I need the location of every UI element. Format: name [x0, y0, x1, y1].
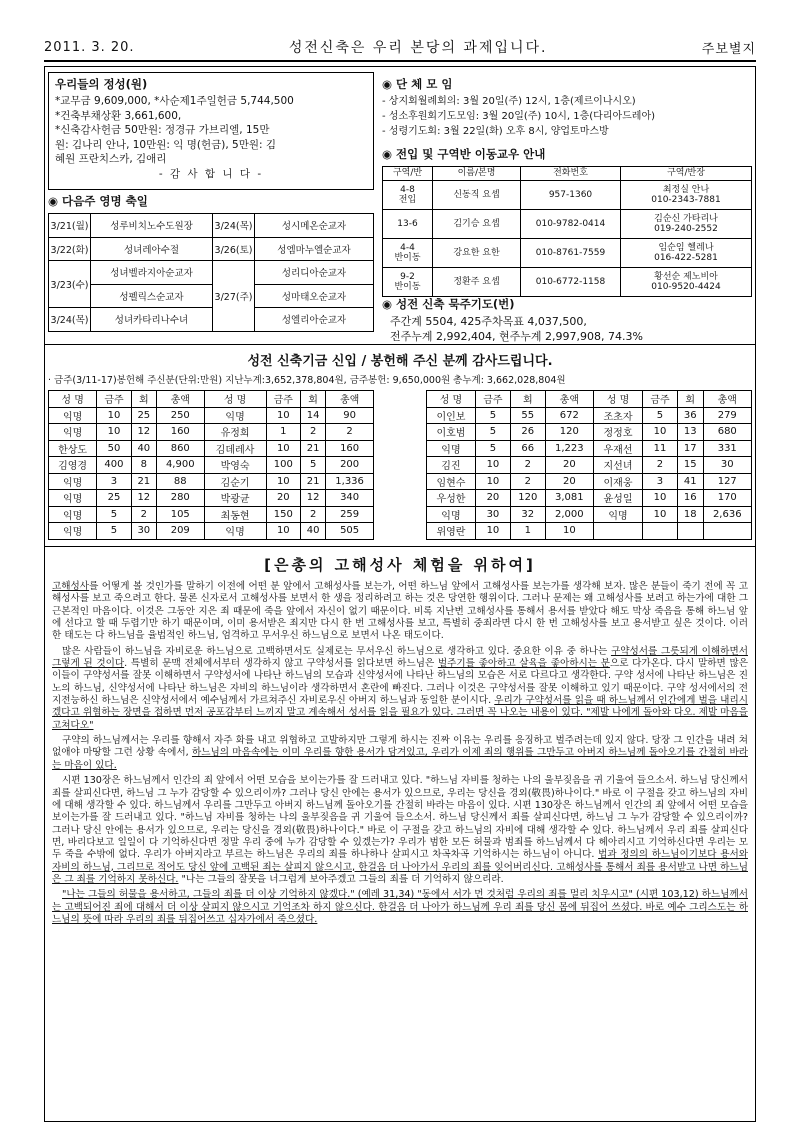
- table-row: [49, 237, 374, 261]
- essay-title: [은총의 고해성사 체험을 위하여]: [264, 556, 536, 574]
- donor-value: 5: [301, 457, 326, 474]
- donor-value: 25: [97, 490, 132, 507]
- feast-date: 3/27(주): [213, 261, 255, 332]
- table-row: [49, 440, 374, 457]
- table-row: [383, 181, 752, 210]
- leader-line: 임순임 헬레나: [658, 242, 714, 253]
- donor-name: 김진: [427, 457, 476, 474]
- bullet-icon: ◉: [382, 147, 393, 161]
- leader-cell: [621, 181, 752, 210]
- zone-line: 13-6: [397, 218, 418, 229]
- column-header: 회: [301, 391, 326, 408]
- groups-section: [382, 76, 752, 139]
- feast-saint: 성마태오순교자: [255, 284, 374, 308]
- underlined-text: 법과 정의의 하느님이기보다 용서와 자비의 하느님, 그리므로 적어도 당신 앞에 고백된 죄는 살피지 않으시고, 한걸음 더 나아가서 우리의 죄를 잊어버리신다. 고해성사를 통해서 죄를 용서받고 나면 하느님은 그 죄를 기억하지 못하신다.: [52, 849, 748, 885]
- donor-value: 5: [475, 424, 510, 441]
- bulletin-date: 2011. 3. 20.: [44, 39, 135, 55]
- zone-cell: [383, 239, 433, 268]
- donor-name: [594, 523, 643, 540]
- donor-value: 17: [677, 440, 703, 457]
- column-header: 총액: [326, 391, 374, 408]
- name-cell: 신동직 요셉: [433, 181, 521, 210]
- column-header: 성 명: [594, 391, 643, 408]
- bullet-icon: ◉: [382, 77, 393, 91]
- donor-value: 30: [703, 457, 751, 474]
- donor-name: 익명: [204, 407, 266, 424]
- donor-value: 1: [510, 523, 545, 540]
- zone-cell: [383, 268, 433, 297]
- donor-value: 672: [545, 407, 593, 424]
- feast-section: [48, 193, 374, 332]
- zone-line: 4-8: [400, 184, 415, 195]
- table-row: [49, 506, 374, 523]
- column-header: 금주: [97, 391, 132, 408]
- table-row: [49, 490, 374, 507]
- donor-value: 8: [131, 457, 156, 474]
- donor-value: [642, 523, 677, 540]
- donor-value: 10: [97, 424, 132, 441]
- donor-value: 3,081: [545, 490, 593, 507]
- table-row: [383, 268, 752, 297]
- leader-line: 016-422-5281: [654, 253, 718, 263]
- column-header: 성 명: [204, 391, 266, 408]
- table-row: [49, 457, 374, 474]
- table-row: [49, 214, 374, 238]
- donor-value: 26: [510, 424, 545, 441]
- donor-value: 10: [475, 473, 510, 490]
- donor-value: 10: [266, 473, 301, 490]
- donor-value: 66: [510, 440, 545, 457]
- feast-title: 다음주 영명 축일: [62, 194, 148, 208]
- donor-name: 익명: [49, 490, 97, 507]
- leader-line: 황선순 제노비아: [654, 271, 718, 282]
- rosary-total: 전주누계 2,992,404, 현주누계 2,997,908, 74.3%: [390, 330, 643, 343]
- feast-saint: 성엠마누엘순교자: [255, 237, 374, 261]
- donor-value: 15: [677, 457, 703, 474]
- table-row: [49, 473, 374, 490]
- bullet-icon: ◉: [48, 194, 59, 208]
- donor-value: 680: [703, 424, 751, 441]
- feast-saint: 성엘리아순교자: [255, 308, 374, 332]
- moves-section: [382, 146, 752, 297]
- donor-name: 김영경: [49, 457, 97, 474]
- zone-line: 반이동: [394, 282, 421, 292]
- column-header: 성 명: [49, 391, 97, 408]
- underlined-text: 구약성서를 그릇되게 이해하면서 그렇게 된 것이다: [52, 645, 748, 670]
- donor-value: 1,336: [326, 473, 374, 490]
- essay-section: [52, 554, 748, 929]
- donor-name: 익명: [204, 523, 266, 540]
- essay-paragraph: [52, 775, 748, 886]
- donor-name: 윤성일: [594, 490, 643, 507]
- column-header: 금주: [475, 391, 510, 408]
- text-run: "나는 그들의 잘못을 너그럽게 보아주겠고 그들의 죄를 더 기억하지 않으리라.: [178, 873, 504, 885]
- donors-table-right: [426, 390, 752, 540]
- donor-name: 위영란: [427, 523, 476, 540]
- zone-cell: [383, 181, 433, 210]
- donor-value: 25: [131, 407, 156, 424]
- essay-paragraph: [52, 646, 748, 732]
- offerings-thanks: - 감 사 합 니 다 -: [158, 167, 264, 180]
- donors-summary: · 금주(3/11-17)봉헌해 주신분(단위:만원) 지난누계:3,652,378,804원, 금주봉헌: 9,650,000원 총누계: 3,662,028,804원: [48, 375, 566, 386]
- donor-name: 익명: [49, 424, 97, 441]
- text-run: 많은 사람들이 하느님을 자비로운 하느님으로 고백하면서도 실제로는 무서우신 하느님으로 생각하고 있다. 중요한 이유 중 하나는: [62, 645, 611, 657]
- donor-value: [677, 523, 703, 540]
- table-row: [427, 407, 752, 424]
- donor-value: 55: [510, 407, 545, 424]
- donor-name: 익명: [427, 440, 476, 457]
- donor-name: 이호범: [427, 424, 476, 441]
- offerings-title: 우리들의 정성(원): [55, 77, 148, 91]
- donor-name: 익명: [49, 506, 97, 523]
- donor-value: 18: [677, 506, 703, 523]
- underlined-text: 고해성사: [52, 581, 90, 592]
- donor-value: 12: [131, 490, 156, 507]
- page-header: [44, 36, 756, 58]
- table-row: [49, 284, 374, 308]
- donor-value: 100: [266, 457, 301, 474]
- donor-value: 14: [301, 407, 326, 424]
- bulletin-tag: 주보별지: [701, 41, 756, 57]
- donor-value: 170: [703, 490, 751, 507]
- feast-saint: 성리디아순교자: [255, 261, 374, 285]
- table-row: [427, 440, 752, 457]
- leader-line: 최정실 안나: [662, 184, 710, 195]
- donor-value: 2: [301, 506, 326, 523]
- donor-value: 279: [703, 407, 751, 424]
- table-row: [427, 490, 752, 507]
- donor-value: 10: [475, 523, 510, 540]
- donor-name: 이인보: [427, 407, 476, 424]
- donor-name: 박영숙: [204, 457, 266, 474]
- section-divider: [44, 344, 756, 345]
- column-header: 회: [510, 391, 545, 408]
- donor-value: 5: [475, 440, 510, 457]
- donor-value: 21: [131, 473, 156, 490]
- feast-date: 3/21(월): [49, 214, 91, 238]
- donor-value: 340: [326, 490, 374, 507]
- donor-name: 익명: [49, 523, 97, 540]
- table-row: [49, 523, 374, 540]
- donors-section: [48, 350, 752, 540]
- phone-cell: 957-1360: [521, 181, 621, 210]
- donor-value: 331: [703, 440, 751, 457]
- feast-saint: 성펠릭스순교자: [91, 284, 213, 308]
- donor-value: 40: [131, 440, 156, 457]
- donor-value: 36: [677, 407, 703, 424]
- table-header-row: [427, 391, 752, 408]
- donor-value: 200: [326, 457, 374, 474]
- moves-table: [382, 166, 752, 297]
- donor-value: 2,000: [545, 506, 593, 523]
- column-header: 총액: [156, 391, 204, 408]
- table-header-row: [49, 391, 374, 408]
- donor-value: 5: [475, 407, 510, 424]
- list-item: - 상지회월례회의: 3월 20일(주) 12시, 1층(제르이나시오): [382, 96, 636, 107]
- column-header: 전화번호: [521, 167, 621, 181]
- feast-date: 3/23(수): [49, 261, 91, 308]
- table-row: [427, 506, 752, 523]
- donor-value: 1: [266, 424, 301, 441]
- feast-date: 3/22(화): [49, 237, 91, 261]
- donor-value: 30: [475, 506, 510, 523]
- donor-value: 12: [301, 490, 326, 507]
- donor-value: 10: [642, 506, 677, 523]
- donor-value: 50: [97, 440, 132, 457]
- donor-value: 10: [545, 523, 593, 540]
- underlined-text: "나는 그들의 허물을 용서하고, 그들의 죄를 더 이상 기억하지 않겠다." (예레 31,34) "동에서 서가 먼 것처럼 우리의 죄를 멀리 치우시고" (시편 103,12) 하느님께서는 고백되어진 죄에 대해서 더 이상 살피지 않으시고 기억조차 하지 않으신다. 한걸음 더 나아가 하느님께 우리 죄를 당신 몸에 뒤집어 쓰셨다. 바로 예수 그리스도는 하느님의 뜻에 따라 우리의 죄를 뒤집어쓰고 십자가에서 죽으셨다.: [52, 889, 748, 925]
- leader-line: 김순신 가타리나: [654, 213, 718, 224]
- feast-saint: 성녀카타리나수녀: [91, 308, 213, 332]
- text-run: 시편 130장은 하느님께서 인간의 죄 앞에서 어떤 모습을 보이는가를 잘 드러내고 있다. "하느님 자비를 청하는 나의 울부짖음을 귀 기울여 들으소서. 하느님 당신께서 죄를 살피신다면, 하느님 그 누가 감당할 수 있으리이까? 그러나 당신 안에는 용서가 있으므로, 우리는 당신을 경외(敬畏)하나이다." 바로 이 구절을 갖고 하느님의 자비에 대해 생각할 수 있다. 하느님께서 우리를 그만두고 아버지 하느님께 돌아오기를 간절히 바라는 마음이 있다. 시편 130장은 하느님께서 인간의 죄 앞에서 어떤 모습을 보이는가를 잘 드러내고 있다. "하느님 자비를 청하는 나의 울부짖음을 귀 기울여 들으소서. 하느님 당신께서 죄를 살피신다면, 하느님 그 누가 감당할 수 있으리이까? 그러나 당신 안에는 용서가 있으므로, 우리는 당신을 경외(敬畏)하나이다." 바로 이 구절을 갖고 하느님의 자비에 대해 생각할 수 있다. 하느님께서 우리 죄를 살피신다면, 바리다보고 일일이 다 기억하신다면 정말 우리 중에 누가 감당할 수 있겠는가? 우리가 범한 모든 허물과 범죄를 하느님께서 다 헤아리시고 기억하신다면 우리는 모두 죽을 수밖에 없다. 우리가 아버지라고 부르는 하느님은 우리의 죄를 하나하나 살피시고 차곡차곡 기억하시는 하느님이 아니다.: [52, 775, 748, 861]
- table-header-row: [383, 167, 752, 181]
- donor-value: 10: [642, 424, 677, 441]
- donor-name: 김순기: [204, 473, 266, 490]
- table-row: [427, 473, 752, 490]
- feast-date: 3/26(토): [213, 237, 255, 261]
- text-run: 를 어떻게 볼 것인가를 말하기 이전에 어떤 분 앞에서 고해성사를 보는가, 어떤 하느님 앞에서 고해성사를 보는가를 생각해 보자. 많은 분들이 죽기 전에 꼭 고해성사를 보고 죽으려고 한다. 물론 신자로서 고해성사를 보면서 한 생을 정리하려고 하는 것은 당연한 행위이다. 그러나 문제는 왜 고해성사를 보려고 하는가에 대한 그 근본적인 마음이다. 이것은 그동안 지은 죄 때문에 죽을 앞에서 자신이 없기 때문이다. 비록 지난번 고해성사를 통해서 용서를 받았다 해도 막상 죽음을 통해 하느님 앞에 선다고 할 때 두렵기만 하기 때문이며, 이미 용서받은 죄지만 다시 한 번 고해성사를 보고, 특별히 중죄라면 다시 한 번 고해성사를 보고 용서받고 싶은 것이다. 이러한 태도는 다 하느님을 율법적인 하느님, 엄격하고 무서우신 하느님으로 보면서 나온 태도이다.: [52, 581, 748, 642]
- donor-value: 21: [301, 473, 326, 490]
- donor-name: 조초자: [594, 407, 643, 424]
- column-header: 구역/반: [383, 167, 433, 181]
- table-row: [427, 523, 752, 540]
- zone-line: 전입: [398, 195, 417, 205]
- donors-table-left: [48, 390, 374, 540]
- table-row: [383, 239, 752, 268]
- donor-name: 정정호: [594, 424, 643, 441]
- offering-line: 혜원 프란치스카, 김애리: [55, 153, 167, 165]
- feast-date: 3/24(목): [213, 214, 255, 238]
- zone-cell: [383, 210, 433, 239]
- table-row: [383, 210, 752, 239]
- donor-name: 박광균: [204, 490, 266, 507]
- donor-value: 2: [510, 457, 545, 474]
- offering-line: *교무금 9,609,000, *사순제1주일헌금 5,744,500: [55, 95, 294, 107]
- donor-name: 한상도: [49, 440, 97, 457]
- column-header: 금주: [642, 391, 677, 408]
- donor-value: 120: [510, 490, 545, 507]
- table-row: [427, 457, 752, 474]
- donor-value: 280: [156, 490, 204, 507]
- feast-saint: 성녀레아수절: [91, 237, 213, 261]
- donor-value: 40: [301, 523, 326, 540]
- donor-name: 유정희: [204, 424, 266, 441]
- leader-line: 010-2343-7881: [651, 195, 721, 205]
- table-row: [49, 407, 374, 424]
- column-header: 성 명: [427, 391, 476, 408]
- donor-value: 10: [266, 523, 301, 540]
- table-row: [427, 424, 752, 441]
- donor-value: 209: [156, 523, 204, 540]
- name-cell: 김기승 요셉: [433, 210, 521, 239]
- donor-value: 5: [97, 506, 132, 523]
- page-title: 성전신축은 우리 본당의 과제입니다.: [288, 40, 548, 56]
- donor-value: 3: [97, 473, 132, 490]
- section-divider: [44, 546, 756, 547]
- donor-value: 20: [545, 473, 593, 490]
- list-item: - 성소후원회기도모임: 3월 20일(주) 10시, 1층(다리아드레아): [382, 111, 656, 122]
- donor-value: 127: [703, 473, 751, 490]
- underlined-text: 우리가 구약성서를 읽을 때 하느님께서 인간에게 벌을 내리시겠다고 위협하는 장면을 접하면 먼저 공포감부터 느끼지 말고 계속해서 성서를 읽을 필요가 있다. 그러면 꼭 나오는 내용이 있다. "제발 나에게 돌아와 다오. 제발 마음을 고쳐다오": [52, 695, 748, 731]
- leader-cell: [621, 239, 752, 268]
- donor-value: 10: [475, 457, 510, 474]
- column-header: 이름/본명: [433, 167, 521, 181]
- donor-name: 우성한: [427, 490, 476, 507]
- donor-value: 88: [156, 473, 204, 490]
- donor-name: 익명: [49, 407, 97, 424]
- donor-value: 30: [131, 523, 156, 540]
- donor-value: 10: [266, 407, 301, 424]
- donor-value: 1,223: [545, 440, 593, 457]
- zone-line: 반이동: [394, 253, 421, 263]
- phone-cell: 010-8761-7559: [521, 239, 621, 268]
- leader-line: 019-240-2552: [654, 224, 718, 234]
- donor-value: 20: [475, 490, 510, 507]
- donor-value: 12: [131, 424, 156, 441]
- feast-saint: 성시메온순교자: [255, 214, 374, 238]
- donor-value: 11: [642, 440, 677, 457]
- donor-value: 90: [326, 407, 374, 424]
- donor-name: 우재선: [594, 440, 643, 457]
- donor-value: [703, 523, 751, 540]
- list-item: - 성령기도회: 3월 22일(화) 오후 8시, 양업토마스방: [382, 126, 609, 137]
- donor-value: 3: [642, 473, 677, 490]
- column-header: 금주: [266, 391, 301, 408]
- name-cell: 강요한 요한: [433, 239, 521, 268]
- donor-value: 2: [326, 424, 374, 441]
- donor-value: 860: [156, 440, 204, 457]
- donor-value: 10: [266, 440, 301, 457]
- donor-value: 20: [266, 490, 301, 507]
- donor-value: 4,900: [156, 457, 204, 474]
- donor-value: 250: [156, 407, 204, 424]
- donor-value: 41: [677, 473, 703, 490]
- moves-title: 전입 및 구역반 이동교우 안내: [396, 147, 546, 161]
- text-run: . 특별히 문맥 전체에서부터 생각하지 않고 구약성서를 읽다보면 하느님은: [124, 658, 438, 670]
- essay-paragraph: [52, 735, 748, 772]
- essay-paragraph: [52, 889, 748, 926]
- donor-value: 32: [510, 506, 545, 523]
- donor-value: 400: [97, 457, 132, 474]
- offerings-lines: [55, 94, 367, 167]
- offering-line: 원: 김나리 안나, 10만원: 익 명(헌금), 5만원: 김: [55, 138, 277, 151]
- donor-value: 5: [97, 523, 132, 540]
- donor-value: 2: [131, 506, 156, 523]
- donor-value: 10: [642, 490, 677, 507]
- table-row: [49, 261, 374, 285]
- donors-title: 성전 신축기금 신입 / 봉헌해 주신 분께 감사드립니다.: [247, 354, 553, 369]
- rosary-weekly: 주간계 5504, 425주차목표 4,037,500,: [390, 315, 587, 328]
- rosary-section: [382, 296, 752, 344]
- donor-value: 21: [301, 440, 326, 457]
- donor-value: 120: [545, 424, 593, 441]
- essay-paragraph: [52, 581, 748, 643]
- bullet-icon: ◉: [382, 297, 393, 311]
- donor-value: 150: [266, 506, 301, 523]
- donor-name: 이재웅: [594, 473, 643, 490]
- column-header: 구역/반장: [621, 167, 752, 181]
- offering-line: *신축감사헌금 50만원: 정경규 가브리엘, 15만: [55, 124, 270, 136]
- donor-name: 김데레사: [204, 440, 266, 457]
- donor-value: 13: [677, 424, 703, 441]
- leader-cell: [621, 210, 752, 239]
- offerings-box: [48, 72, 374, 190]
- table-row: [49, 424, 374, 441]
- donor-name: 최동현: [204, 506, 266, 523]
- donor-name: 익명: [594, 506, 643, 523]
- header-divider: [44, 60, 756, 62]
- leader-cell: [621, 268, 752, 297]
- underlined-text: 벌주기를 좋아하고 살육을 좋아하시는 분: [437, 658, 610, 670]
- donor-name: 익명: [427, 506, 476, 523]
- feast-saint: 성녀벨라지아순교자: [91, 261, 213, 285]
- underlined-text: 하느님의 마음속에는 이미 우리를 향한 용서가 담겨있고, 우리가 이제 죄의 행위를 그만두고 아버지 하느님께 돌아오기를 간절히 바라는 마음이 있다.: [52, 747, 748, 771]
- donor-value: 2,636: [703, 506, 751, 523]
- column-header: 회: [677, 391, 703, 408]
- donor-value: 20: [545, 457, 593, 474]
- column-header: 회: [131, 391, 156, 408]
- rosary-title: 성전 신축 묵주기도(번): [396, 297, 515, 311]
- zone-line: 9-2: [400, 271, 415, 282]
- text-run: 으로 다가온다. 다시 말하면 많은 이들이 구약성서를 잘못 이해하면서 구약성서에 나타난 하느님의 모습과 신약성서에 나타난 하느님의 모습은 서로 다르다고 생각한다. 구약 성서에 나타난 하느님은 진노의 하느님, 신약성서에 나타난 하느님은 자비의 하느님이라 생각하면서 혼란에 빠진다. 그러나 이것은 구약성서를 잘못 이해하고 있기 때문이다. 구약 성서에서의 전지전능하신 하느님은 신약성서에서 예수님께서 가르쳐주신 자비로우신 아버지 하느님과 동일한 분이시다.: [52, 658, 748, 707]
- donor-value: 10: [97, 407, 132, 424]
- phone-cell: 010-9782-0414: [521, 210, 621, 239]
- donor-name: 지선녀: [594, 457, 643, 474]
- donor-value: 105: [156, 506, 204, 523]
- column-header: 총액: [545, 391, 593, 408]
- leader-line: 010-9520-4424: [651, 282, 721, 292]
- donor-value: 259: [326, 506, 374, 523]
- donor-value: 2: [642, 457, 677, 474]
- offering-line: *건축부채상환 3,661,600,: [55, 109, 182, 122]
- donor-value: 2: [510, 473, 545, 490]
- feast-date: 3/24(목): [49, 308, 91, 332]
- feast-table: [48, 213, 374, 332]
- column-header: 총액: [703, 391, 751, 408]
- zone-line: 4-4: [400, 242, 415, 253]
- donor-value: 2: [301, 424, 326, 441]
- groups-title: 단 체 모 임: [396, 77, 453, 91]
- donor-value: 160: [326, 440, 374, 457]
- donor-name: 임현수: [427, 473, 476, 490]
- donor-name: 익명: [49, 473, 97, 490]
- feast-saint: 성루비치노수도원장: [91, 214, 213, 238]
- donor-value: 16: [677, 490, 703, 507]
- text-run: 구약의 하느님께서는 우리를 향해서 자주 화를 내고 위협하고 고발하지만 그렇게 하시는 진짜 이유는 우리를 응징하고 벌주려는데 있지 않다. 당장 그 인간을 내려 쳐 없애야 마땅할 그런 상황 속에서,: [52, 735, 748, 759]
- donor-value: 505: [326, 523, 374, 540]
- donor-value: 5: [642, 407, 677, 424]
- table-row: [49, 308, 374, 332]
- donor-value: 160: [156, 424, 204, 441]
- name-cell: 정환주 요셉: [433, 268, 521, 297]
- phone-cell: 010-6772-1158: [521, 268, 621, 297]
